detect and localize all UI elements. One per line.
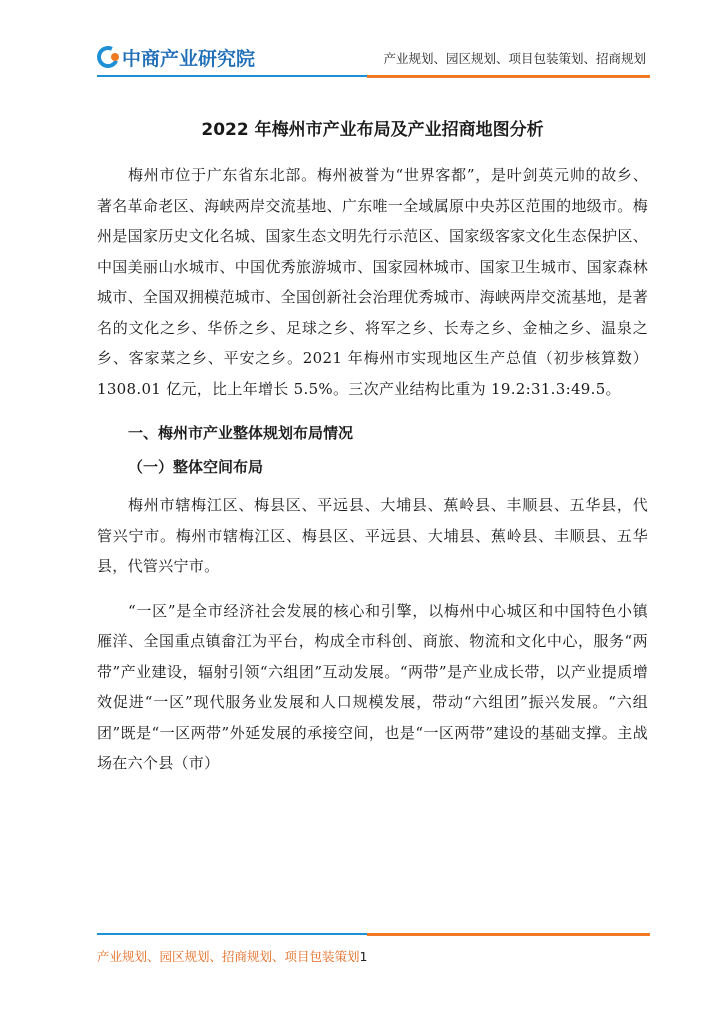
logo-text: 中商产业研究院 (122, 47, 256, 70)
page-header (0, 0, 724, 80)
section-heading: 一、梅州市产业整体规划布局情况 (128, 424, 354, 442)
page-footer (97, 947, 367, 965)
document-body (97, 118, 648, 779)
document-title: 2022 年梅州市产业布局及产业招商地图分析 (201, 120, 544, 140)
intro-paragraph: 梅州市位于广东省东北部。梅州被誉为“世界客都”，是叶剑英元帅的故乡、著名革命老区、海峡两岸交流基地、广东唯一全域属原中央苏区范围的地级市。梅州是国家历史文化名城、国家生态文明先行示范区、国家级客家文化生态保护区、中国美丽山水城市、中国优秀旅游城市、国家园林城市、国家卫生城市、国家森林城市、全国双拥模范城市、全国创新社会治理优秀城市、海峡两岸交流基地，是著名的文化之乡、华侨之乡、足球之乡、将军之乡、长寿之乡、金柚之乡、温泉之乡、客家菜之乡、平安之乡。2021 年梅州市实现地区生产总值（初步核算数）1308.01 亿元，比上年增长 5.5%。三次产业结构比重为 19.2:31.3:49.5。 (97, 166, 648, 398)
subsection-heading: （一）整体空间布局 (128, 458, 264, 476)
company-logo (97, 42, 255, 72)
header-divider-blue (97, 75, 367, 77)
header-tagline: 产业规划、园区规划、项目包装策划、招商规划 (383, 51, 646, 66)
admin-division-paragraph: 梅州市辖梅江区、梅县区、平远县、大埔县、蕉岭县、丰顺县、五华县，代管兴宁市。梅州市辖梅江区、梅县区、平远县、大埔县、蕉岭县、丰顺县、五华县，代管兴宁市。 (97, 496, 648, 575)
footer-text: 产业规划、园区规划、招商规划、项目包装策划 (97, 949, 360, 964)
page-number: 1 (359, 949, 368, 964)
spatial-layout-paragraph: “一区”是全市经济社会发展的核心和引擎，以梅州中心城区和中国特色小镇雁洋、全国重点镇畲江为平台，构成全市科创、商旅、物流和文化中心，服务“两带”产业建设，辐射引领“六组团”互动发展。“两带”是产业成长带，以产业提质增效促进“一区”现代服务业发展和人口规模发展，带动“六组团”振兴发展。“六组团”既是“一区两带”外延发展的承接空间，也是“一区两带”建设的基础支撑。主战场在六个县（市） (97, 601, 648, 772)
logo-icon (97, 46, 119, 68)
footer-divider-blue (97, 933, 367, 935)
header-divider-orange (367, 75, 650, 78)
footer-divider-orange (367, 933, 650, 936)
